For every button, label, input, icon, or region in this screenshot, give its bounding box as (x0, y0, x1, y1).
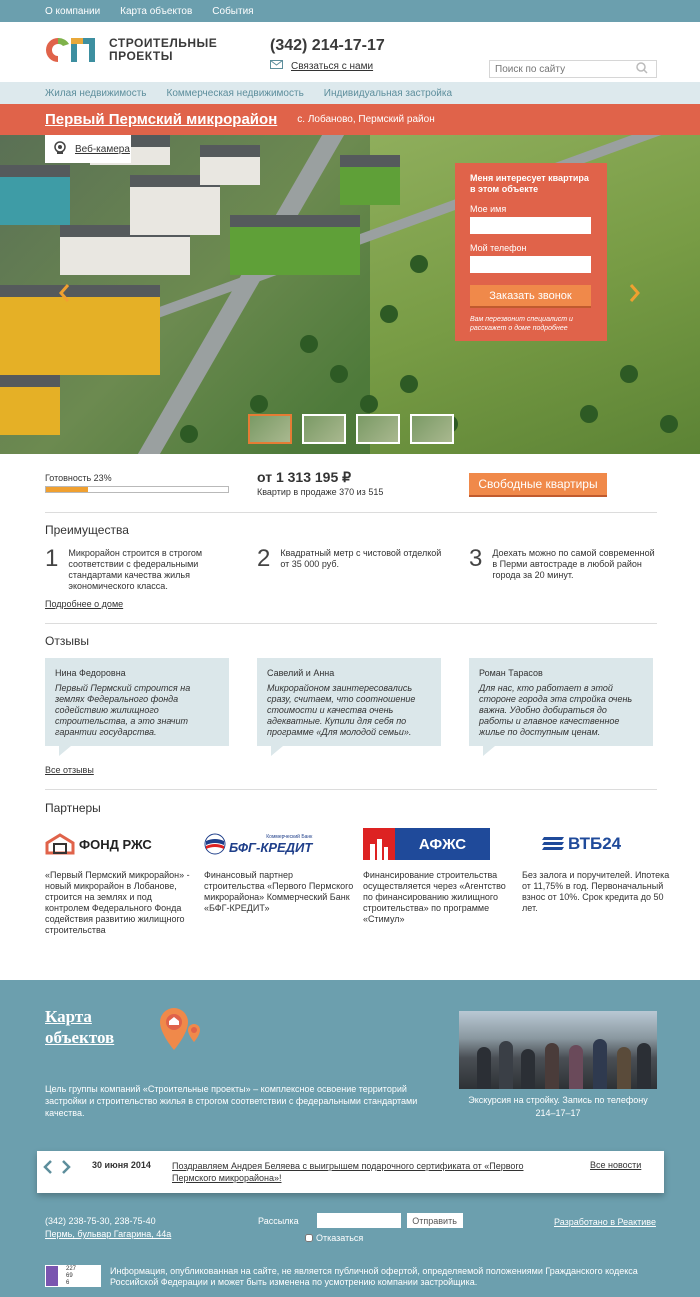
counter-value: 227 (66, 1265, 77, 1272)
review-card (257, 658, 441, 746)
building (0, 165, 70, 225)
review-text: Первый Пермский строится на землях Федерального фонда содействию жилищного строительства, а это значит гарантии государства. (55, 683, 191, 737)
partner-item (45, 826, 195, 936)
contact-us-link[interactable]: Связаться с нами (291, 60, 374, 72)
category-residential[interactable]: Жилая недвижимость (45, 87, 147, 99)
free-apartments-button[interactable]: Свободные квартиры (469, 473, 607, 495)
partner-text: Финансовый партнер строительства «Первого Пермского микрорайона» Коммерческий Банк «БФГ-КРЕДИТ» (204, 870, 354, 913)
news-nav (43, 1159, 71, 1178)
photo-figure (545, 1043, 559, 1089)
progress-fill (46, 487, 88, 492)
partner-item (363, 826, 513, 925)
tree (330, 365, 348, 383)
visitor-counter[interactable] (45, 1265, 101, 1287)
partner-logo-text: АФЖС (395, 828, 490, 860)
unsubscribe-label: Отказаться (316, 1233, 364, 1243)
review-tail (271, 746, 283, 756)
objects-map-link[interactable] (45, 1006, 114, 1048)
map-link-line2: объектов (45, 1028, 115, 1047)
apartments-in-stock: Квартир в продаже 370 из 515 (257, 487, 384, 497)
partner-text: Без залога и поручителей. Ипотека от 11,75% в год. Первоначальный взнос от 10%. Срок кредита до 50 лет. (522, 870, 670, 913)
tree (580, 405, 598, 423)
news-prev-icon[interactable] (43, 1159, 53, 1178)
slider-prev-icon[interactable] (58, 283, 70, 303)
price: от 1 313 195 ₽ (257, 469, 352, 485)
slider-next-icon[interactable] (629, 283, 641, 303)
all-reviews-link[interactable]: Все отзывы (45, 765, 94, 775)
photo-caption-line2: 214–17–17 (535, 1108, 581, 1118)
more-about-house-link[interactable]: Подробнее о доме (45, 599, 124, 609)
photo-figure (569, 1045, 583, 1089)
webcam-icon (53, 141, 67, 158)
partner-logo-vtb24[interactable] (522, 826, 672, 862)
advantage-text: Квадратный метр с чистовой отделкой от 35 000 руб. (280, 548, 442, 569)
top-nav-about[interactable]: О компании (45, 5, 101, 17)
review-author: Нина Федоровна (55, 668, 126, 678)
photo-figure (521, 1049, 535, 1089)
logo-mark-icon (45, 36, 97, 64)
news-headline-link[interactable]: Поздравляем Андрея Беляева с выигрышем подарочного сертификата от «Первого Пермского микрорайона»! (172, 1161, 524, 1183)
news-date: 30 июня 2014 (92, 1160, 151, 1170)
order-call-button[interactable]: Заказать звонок (470, 285, 591, 306)
partner-item (204, 826, 354, 914)
review-tail (59, 746, 71, 756)
company-mission: Цель группы компаний «Строительные проекты» – комплексное освоение территорий застройки и строительство жилья в строгом соответствии с федеральными стандартами качества. (45, 1084, 418, 1118)
partner-logo-wordmark (229, 834, 312, 855)
unsubscribe-option (305, 1233, 363, 1243)
counter-values (66, 1266, 76, 1287)
advantage-item (469, 547, 659, 581)
news-ticker (37, 1151, 664, 1193)
project-title-bar (0, 104, 700, 135)
map-link-line1: Карта (45, 1007, 92, 1026)
review-tail (483, 746, 495, 756)
slider-thumbnail[interactable] (302, 414, 346, 444)
photo-figure (617, 1047, 631, 1089)
advantage-number: 3 (469, 545, 483, 572)
photo-caption (459, 1094, 657, 1120)
project-title[interactable]: Первый Пермский микрорайон (45, 111, 278, 128)
house-icon (45, 833, 75, 855)
callback-form-title: Меня интересует квартира в этом объекте (470, 173, 589, 194)
vtb-stripes-icon (540, 836, 566, 852)
counter-value: 69 (66, 1272, 73, 1279)
contact-link-wrap (270, 60, 373, 72)
legal-disclaimer: Информация, опубликованная на сайте, не является публичной офертой, определяемой положениями Гражданского кодекса Российской Федерации и может быть изменена по усмотрению компании застройщика. (110, 1266, 638, 1287)
progress-bar (45, 486, 229, 493)
advantage-number: 1 (45, 545, 59, 572)
partner-logo-text: ВТБ24 (568, 834, 622, 853)
project-stats (0, 455, 700, 511)
divider (45, 789, 657, 790)
phone-label: Мой телефон (470, 243, 527, 253)
advantage-item (257, 547, 447, 571)
tree (180, 425, 198, 443)
slider-thumbnail[interactable] (248, 414, 292, 444)
webcam-link-wrap (45, 135, 131, 163)
tree (360, 395, 378, 413)
review-text: Микрорайоном заинтересовались сразу, считаем, что соотношение стоимости и качества очень адекватные. Купили для себя по программе «Для молодой семьи». (267, 683, 416, 737)
review-card (45, 658, 229, 746)
category-individual[interactable]: Индивидуальная застройка (323, 87, 453, 99)
photo-figure (499, 1041, 513, 1089)
excursion-photo[interactable] (459, 1011, 657, 1089)
advantage-number: 2 (257, 545, 271, 572)
photo-caption-line1: Экскурсия на стройку. Запись по телефону (468, 1095, 648, 1105)
logo-text (109, 37, 217, 63)
logo-text-line2: ПРОЕКТЫ (109, 49, 174, 63)
search-box (489, 60, 657, 78)
advantage-text: Микрорайон строится в строгом соответствии с федеральными стандартами качества жилья экономического класса. (68, 548, 203, 591)
review-author: Роман Тарасов (479, 668, 543, 678)
progress-label: Готовность 23% (45, 473, 112, 483)
top-nav-events[interactable]: События (212, 5, 254, 17)
tree (620, 365, 638, 383)
footer-address-link[interactable]: Пермь, бульвар Гагарина, 44а (45, 1229, 172, 1239)
partner-logo-text: ФОНД РЖС (79, 836, 152, 852)
bfg-flag-icon (204, 833, 226, 855)
partner-logo-fond-rzhs[interactable] (45, 826, 195, 862)
callback-form (455, 163, 607, 341)
unsubscribe-checkbox[interactable] (305, 1234, 313, 1242)
all-news-link[interactable]: Все новости (590, 1160, 642, 1170)
newsletter-form (258, 1213, 463, 1228)
news-next-icon[interactable] (61, 1159, 71, 1178)
tree (410, 255, 428, 273)
photo-figure (593, 1039, 607, 1089)
footer-contacts (45, 1215, 171, 1241)
tree (380, 305, 398, 323)
tree (250, 395, 268, 413)
tree (400, 375, 418, 393)
slider-thumbnail[interactable] (410, 414, 454, 444)
advantage-text: Доехать можно по самой современной в Перми автостраде в любой район города за 20 минут. (492, 548, 655, 580)
slider-thumbnail[interactable] (356, 414, 400, 444)
review-text: Для нас, кто работает в этой стороне города эта стройка очень важна. Удобно добираться до работы и главное качественное жилье по доступным ценам. (479, 683, 633, 737)
partner-item (522, 826, 672, 914)
tree (660, 415, 678, 433)
building (0, 285, 160, 375)
hero-slider (0, 135, 700, 454)
building (340, 155, 400, 205)
photo-figure (637, 1043, 651, 1089)
name-input[interactable] (470, 217, 591, 234)
phone-input[interactable] (470, 256, 591, 273)
partners-title: Партнеры (45, 801, 101, 815)
divider (45, 512, 657, 513)
project-location: с. Лобаново, Пермский район (297, 114, 435, 125)
search-icon[interactable] (635, 61, 649, 78)
top-nav-map[interactable]: Карта объектов (120, 5, 193, 17)
tree (300, 335, 318, 353)
partner-logo-afzhs[interactable] (363, 826, 513, 862)
advantages-title: Преимущества (45, 523, 129, 537)
map-pin-icon (158, 1006, 204, 1057)
header-phone: (342) 214-17-17 (270, 37, 385, 54)
counter-logo-icon (46, 1266, 58, 1286)
header (0, 22, 700, 82)
afzhs-mark-icon (363, 828, 395, 860)
building (230, 215, 360, 275)
building (0, 375, 60, 435)
partner-logo-text: БФГ-КРЕДИТ (229, 839, 313, 855)
logo[interactable] (45, 36, 217, 64)
newsletter-email-input[interactable] (317, 1213, 401, 1228)
partner-text: «Первый Пермский микрорайон» - новый микрорайон в Лобанове, строится на землях и под контролем Федерального Фонда содействия развитию жилищного строительства (45, 870, 190, 935)
envelope-icon (270, 60, 283, 72)
advantage-item (45, 547, 235, 592)
newsletter-label: Рассылка (258, 1215, 299, 1226)
partner-logo-bfg[interactable] (204, 826, 354, 862)
review-card (469, 658, 653, 746)
logo-text-line1: СТРОИТЕЛЬНЫЕ (109, 36, 218, 50)
partner-text: Финансирование строительства осуществляется через «Агентство по финансированию жилищного строительства» по программе «Стимул» (363, 870, 506, 924)
webcam-link[interactable]: Веб-камера (75, 143, 130, 155)
counter-value: 6 (66, 1279, 70, 1286)
category-nav (0, 82, 700, 104)
slider-thumbnails (248, 414, 454, 444)
reviews-title: Отзывы (45, 634, 89, 648)
review-author: Савелий и Анна (267, 668, 335, 678)
callback-form-note: Вам перезвонит специалист и расскажет о доме подробнее (470, 316, 573, 332)
photo-figure (477, 1047, 491, 1089)
partner-logo-subtext: Коммерческий Банк (266, 833, 313, 840)
divider (45, 623, 657, 624)
top-nav (0, 0, 700, 22)
building (200, 145, 260, 185)
developer-link[interactable]: Разработано в Реактиве (554, 1217, 656, 1227)
search-input[interactable] (490, 61, 635, 77)
footer-phones: (342) 238-75-30, 238-75-40 (45, 1216, 156, 1226)
newsletter-send-button[interactable]: Отправить (407, 1213, 463, 1228)
category-commercial[interactable]: Коммерческая недвижимость (166, 87, 304, 99)
name-label: Мое имя (470, 204, 507, 214)
